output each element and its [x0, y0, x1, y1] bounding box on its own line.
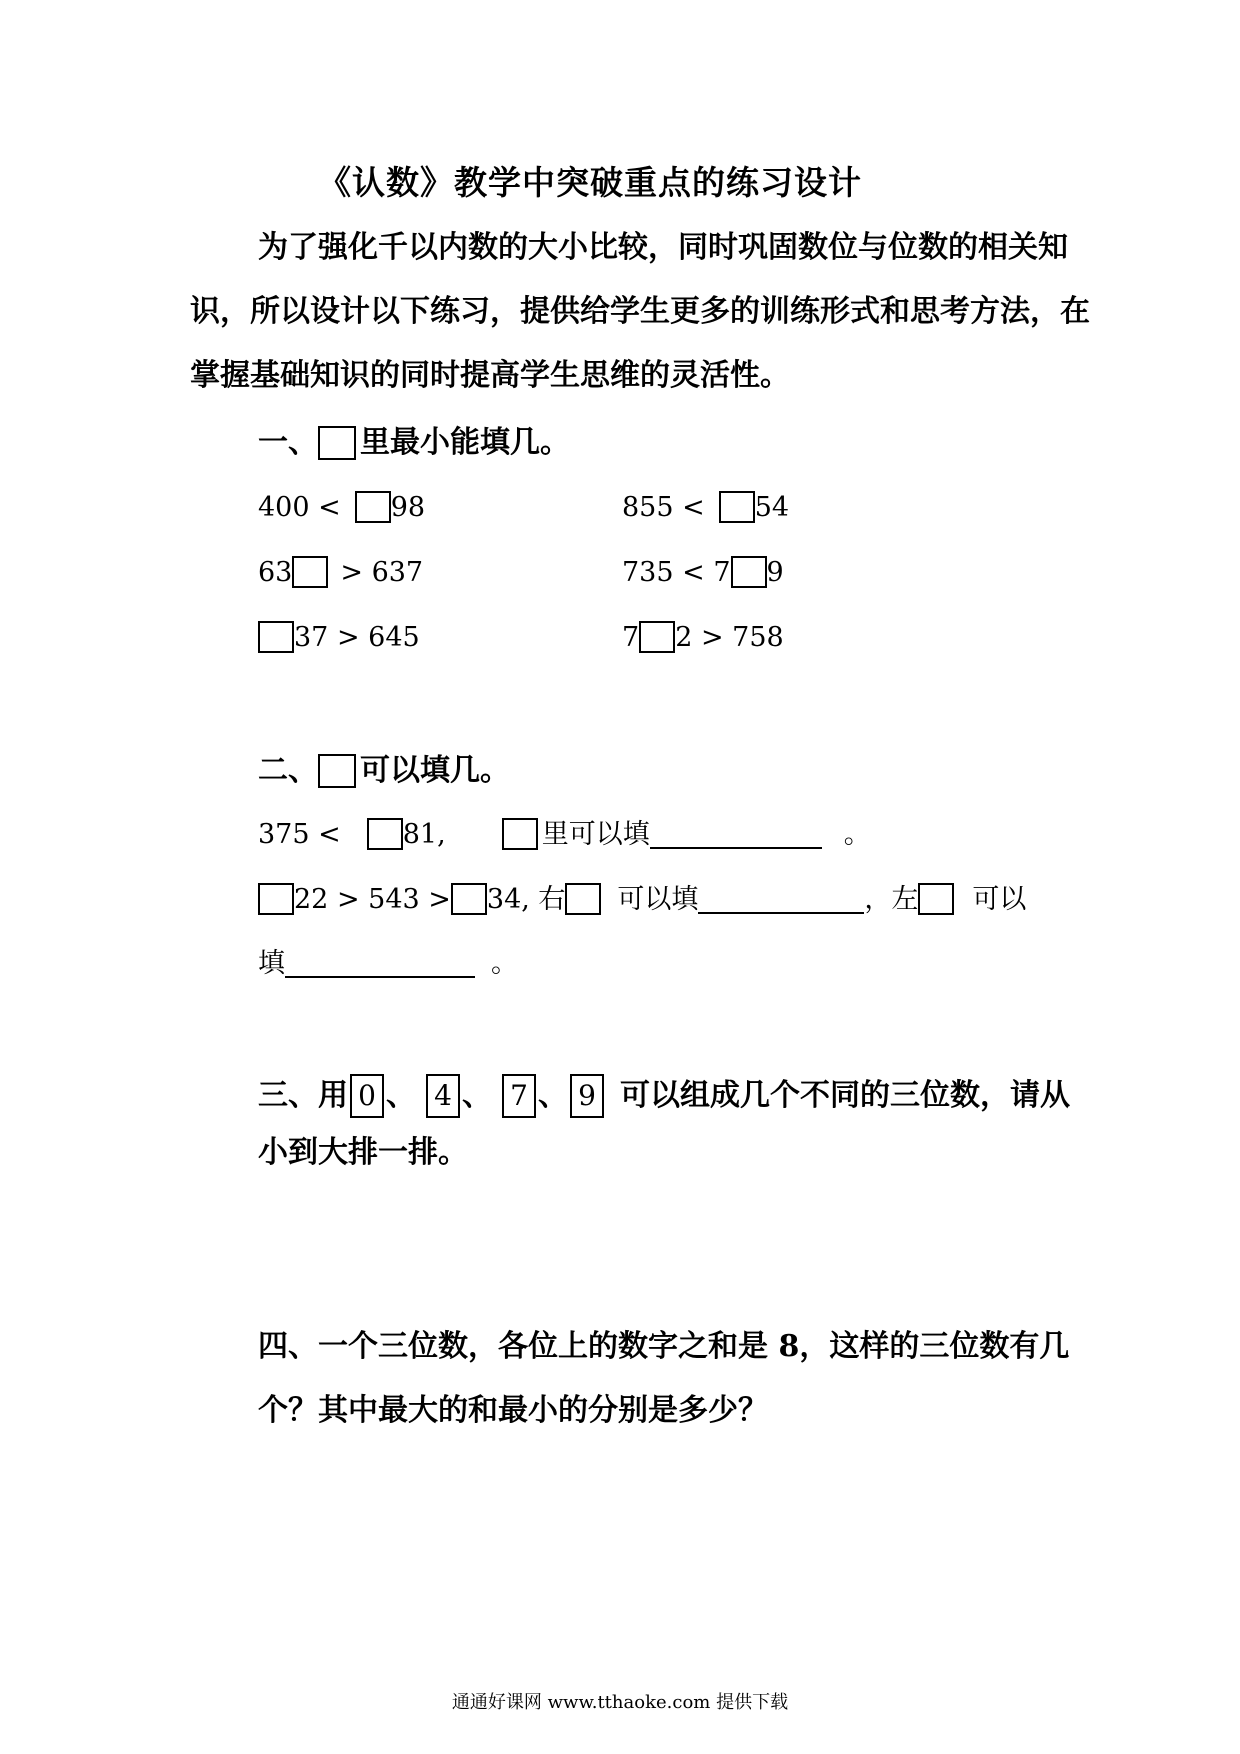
- q2-r1-mid: 81,: [402, 818, 446, 850]
- q3-label: 三、用: [258, 1078, 348, 1113]
- digit-card-7: 7: [502, 1074, 536, 1118]
- q1-b-right: 54: [754, 491, 790, 523]
- digit-card-4: 4: [426, 1074, 460, 1118]
- q1-f-box[interactable]: [639, 621, 675, 653]
- q2-r1-box-1[interactable]: [367, 818, 403, 850]
- q2-r2-box-4[interactable]: [918, 883, 954, 915]
- q2-r2-box-2[interactable]: [451, 883, 487, 915]
- q2-r3-end: 。: [491, 947, 518, 979]
- q2-row-1: [258, 818, 871, 850]
- q3-line-2: 小到大排一排。: [258, 1135, 468, 1170]
- q1-item-a: [258, 491, 425, 523]
- q2-r2-answer-line-right[interactable]: [698, 884, 864, 914]
- digit-card-9: 9: [570, 1074, 604, 1118]
- q1-a-left: 400 <: [258, 491, 341, 523]
- q1-answer-box-icon: [318, 426, 356, 460]
- q2-r1-box-2[interactable]: [502, 818, 538, 850]
- q1-item-b: [622, 491, 789, 523]
- q1-f-left: 7: [622, 621, 640, 653]
- q2-r2-b: 34, 右: [486, 883, 566, 915]
- q2-r1-answer-line[interactable]: [650, 819, 822, 849]
- q4-line-1: 四、一个三位数，各位上的数字之和是 8，这样的三位数有几: [258, 1329, 1070, 1364]
- q2-r2-d: ，左: [864, 883, 919, 915]
- q2-label: 二、: [258, 753, 318, 788]
- q2-r2-box-1[interactable]: [258, 883, 294, 915]
- q1-e-box[interactable]: [258, 621, 294, 653]
- q1-heading: [258, 426, 570, 460]
- q1-label: 一、: [258, 425, 318, 460]
- q4-line-2: 个？其中最大的和最小的分别是多少？: [258, 1393, 768, 1428]
- q2-heading: [258, 754, 510, 788]
- q2-r1-text: 里可以填: [541, 818, 650, 850]
- q2-r2-c: 可以填: [617, 883, 699, 915]
- q3-sep-1: 、: [386, 1078, 416, 1113]
- q2-r3-text: 填: [258, 947, 285, 979]
- q1-a-right: 98: [390, 491, 426, 523]
- q1-d-left: 735 < 7: [622, 556, 731, 588]
- q2-r2-e: 可以: [972, 883, 1027, 915]
- q2-row-3: [258, 948, 518, 978]
- q1-d-right: 9: [766, 556, 784, 588]
- q2-answer-box-icon: [318, 754, 356, 788]
- q1-c-box[interactable]: [292, 556, 328, 588]
- q3-sep-2: 、: [462, 1078, 492, 1113]
- q1-d-box[interactable]: [731, 556, 767, 588]
- digit-card-0: 0: [350, 1074, 384, 1118]
- q2-r3-answer-line-left[interactable]: [285, 948, 475, 978]
- q1-item-c: [258, 556, 423, 588]
- page-title: 《认数》教学中突破重点的练习设计: [318, 163, 862, 202]
- q2-r1-left: 375 <: [258, 818, 341, 850]
- q1-a-box[interactable]: [355, 491, 391, 523]
- q1-e-right: 37 > 645: [294, 621, 420, 653]
- q1-c-left: 63: [258, 556, 293, 588]
- q2-text: 可以填几。: [360, 753, 510, 788]
- q2-r1-end: 。: [843, 818, 871, 850]
- q3-text: 可以组成几个不同的三位数，请从: [620, 1078, 1070, 1113]
- q1-item-e: [258, 621, 420, 653]
- q1-item-f: [622, 621, 784, 653]
- q1-f-right: 2 > 758: [675, 621, 784, 653]
- q1-item-d: [622, 556, 784, 588]
- q1-b-left: 855 <: [622, 491, 705, 523]
- intro-line-3: 掌握基础知识的同时提高学生思维的灵活性。: [190, 358, 790, 393]
- intro-line-2: 识，所以设计以下练习，提供给学生更多的训练形式和思考方法，在: [190, 294, 1090, 329]
- q1-text: 里最小能填几。: [360, 425, 570, 460]
- intro-line-1: 为了强化千以内数的大小比较，同时巩固数位与位数的相关知: [258, 230, 1068, 265]
- q1-b-box[interactable]: [719, 491, 755, 523]
- q3-sep-3: 、: [538, 1078, 568, 1113]
- q2-r2-box-3[interactable]: [565, 883, 601, 915]
- page-footer: 通通好课网 www.tthaoke.com 提供下载: [451, 1692, 789, 1713]
- q2-row-2: [258, 883, 1026, 915]
- q1-c-right: > 637: [340, 556, 424, 588]
- q2-r2-a: 22 > 543 >: [294, 883, 451, 915]
- q3-heading: [258, 1074, 1070, 1118]
